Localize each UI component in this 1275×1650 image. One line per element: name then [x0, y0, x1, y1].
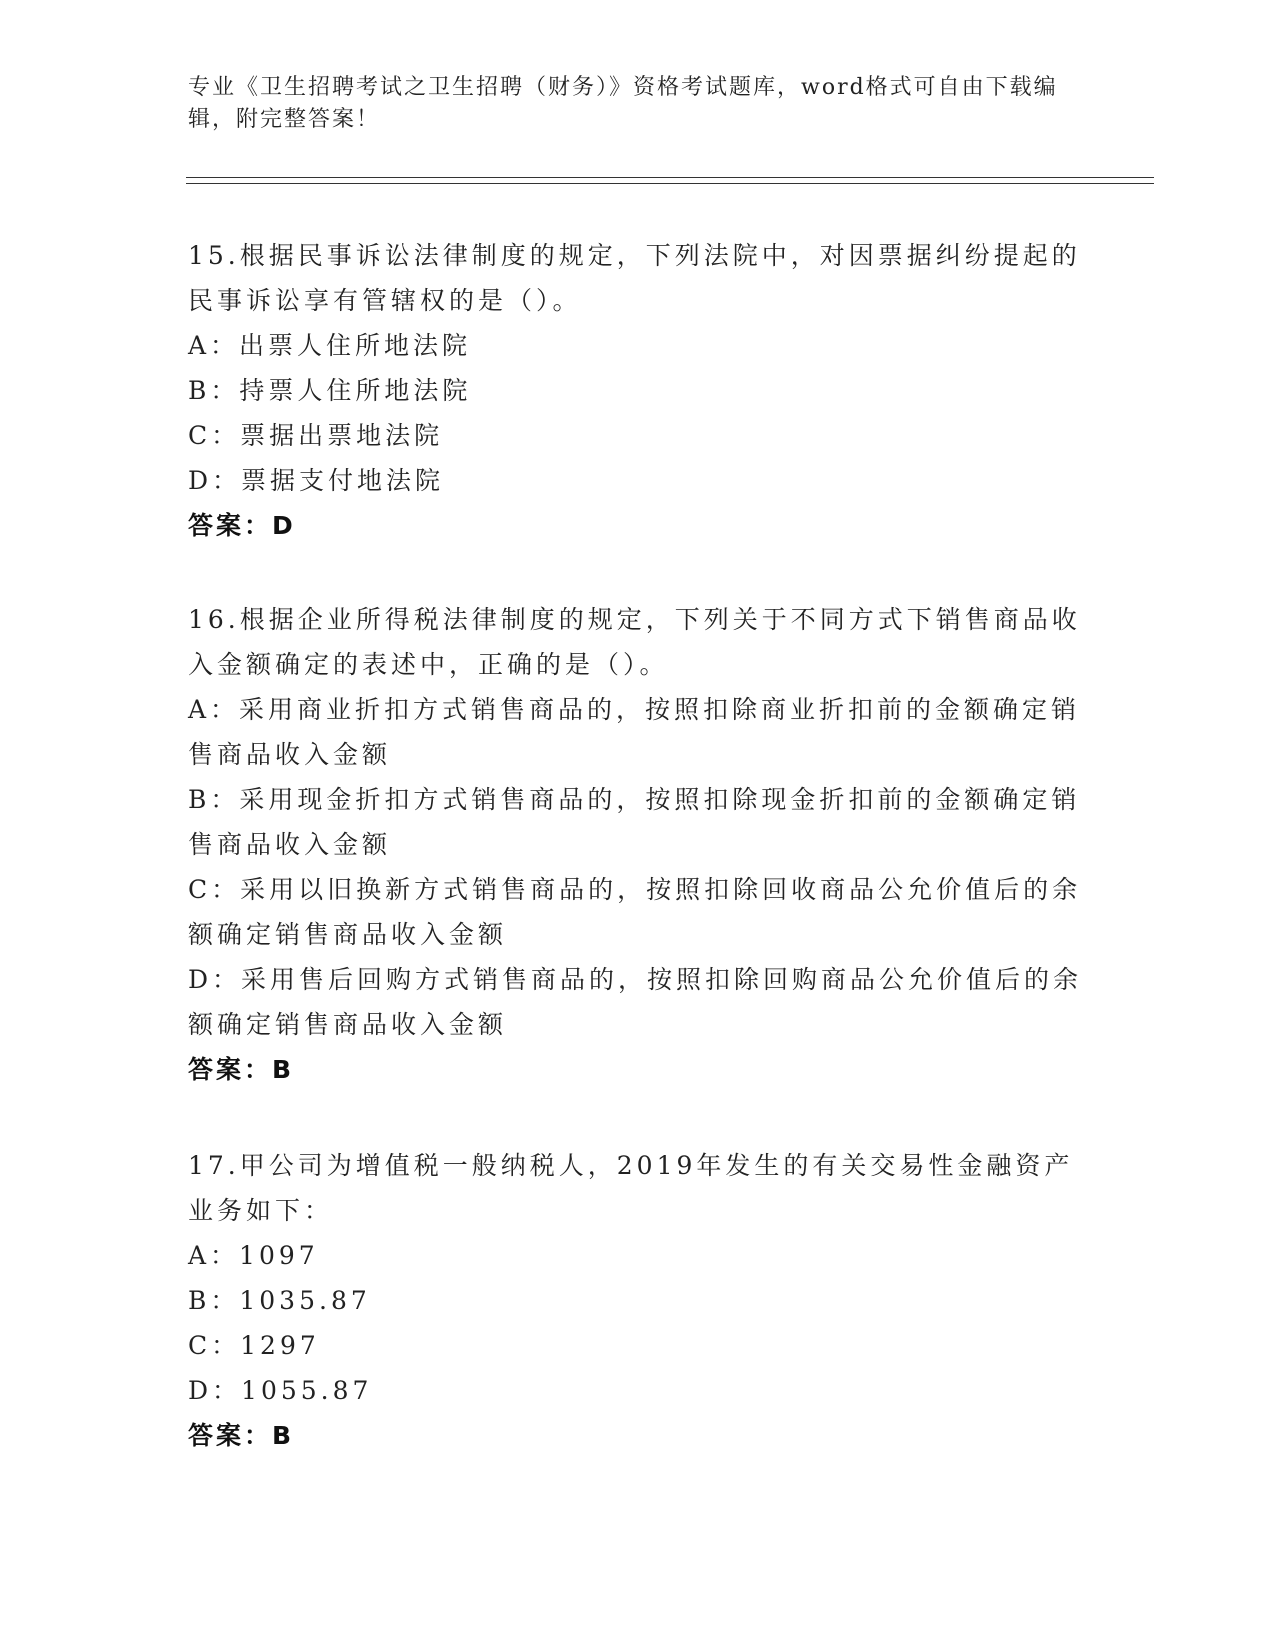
question-stem: 16.根据企业所得税法律制度的规定，下列关于不同方式下销售商品收入金额确定的表述中，正确的是（）。 [188, 605, 1081, 679]
answer-label: 答案：D [188, 511, 296, 540]
header-divider [186, 177, 1154, 184]
option-d: D：1055.87 [188, 1376, 373, 1405]
question-15 [188, 233, 1088, 548]
answer-label: 答案：B [188, 1421, 295, 1450]
question-16 [188, 597, 1088, 1092]
option-a: A：1097 [188, 1241, 319, 1270]
document-header: 专业《卫生招聘考试之卫生招聘（财务）》资格考试题库，word格式可自由下载编辑，附完整答案！ [188, 75, 1058, 132]
option-c: C：采用以旧换新方式销售商品的，按照扣除回收商品公允价值后的余额确定销售商品收入金额 [188, 875, 1082, 949]
option-c: C：1297 [188, 1331, 320, 1360]
option-a: A：出票人住所地法院 [188, 331, 472, 360]
option-b: B：采用现金折扣方式销售商品的，按照扣除现金折扣前的金额确定销售商品收入金额 [188, 785, 1081, 859]
question-stem: 17.甲公司为增值税一般纳税人，2019年发生的有关交易性金融资产业务如下： [188, 1151, 1074, 1225]
option-c: C：票据出票地法院 [188, 421, 444, 450]
option-a: A：采用商业折扣方式销售商品的，按照扣除商业折扣前的金额确定销售商品收入金额 [188, 695, 1081, 769]
question-stem: 15.根据民事诉讼法律制度的规定，下列法院中，对因票据纠纷提起的民事诉讼享有管辖权的是（）。 [188, 241, 1081, 315]
question-17 [188, 1143, 1088, 1458]
answer-label: 答案：B [188, 1055, 295, 1084]
option-b: B：1035.87 [188, 1286, 371, 1315]
option-d: D：采用售后回购方式销售商品的，按照扣除回购商品公允价值后的余额确定销售商品收入金额 [188, 965, 1083, 1039]
option-d: D：票据支付地法院 [188, 466, 445, 495]
option-b: B：持票人住所地法院 [188, 376, 472, 405]
document-page [188, 0, 1148, 1650]
